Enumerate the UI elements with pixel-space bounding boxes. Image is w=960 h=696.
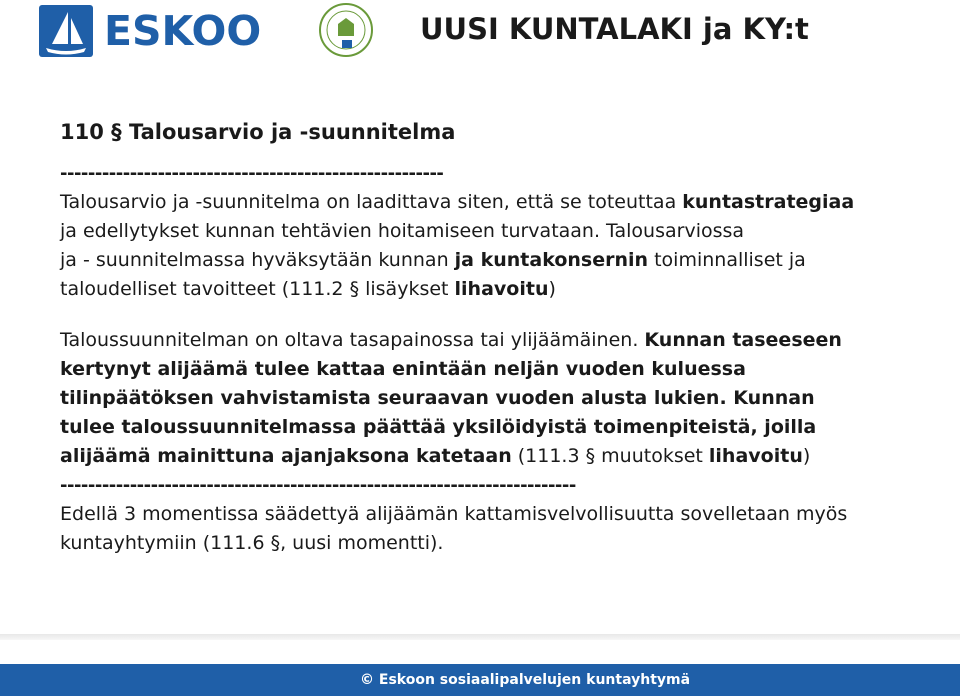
bold-text: lihavoitu	[454, 278, 549, 300]
bold-text: lihavoitu	[708, 445, 803, 467]
section-heading	[60, 118, 940, 147]
bold-text: alijäämä mainittuna ajanjaksona katetaan	[60, 445, 512, 467]
text-run: toiminnalliset ja	[648, 249, 806, 271]
paragraph-1	[60, 188, 940, 304]
text-run: )	[548, 278, 556, 300]
bold-text: Kunnan taseeseen	[644, 329, 842, 351]
text-run: muutokset	[595, 445, 709, 467]
section-title: Talousarvio ja -suunnitelma	[128, 120, 456, 144]
section-sign: §	[585, 445, 596, 467]
text-line: Edellä 3 momentissa säädettyä alijäämän kattamisvelvollisuutta sovelletaan myös	[60, 503, 848, 525]
paragraph-2	[60, 326, 940, 471]
eskoo-logo	[38, 4, 261, 58]
text-run: lisäykset	[359, 278, 455, 300]
text-line: ja edellytykset kunnan tehtävien hoitamiseen turvataan. Talousarviossa	[60, 220, 745, 242]
section-sign: §	[349, 278, 360, 300]
text-run: )	[802, 445, 811, 467]
text-run: kuntayhtymiin (111.6	[60, 532, 271, 554]
footer-copyright: © Eskoon sosiaalipalvelujen kuntayhtymä	[360, 672, 691, 688]
text-run: ja - suunnitelmassa hyväksytään kunnan	[60, 249, 455, 271]
slide-title: UUSI KUNTALAKI ja KY:t	[420, 12, 809, 46]
slide-content	[60, 118, 940, 558]
bold-text: tilinpäätöksen vahvistamista seuraavan vuoden alusta lukien.	[60, 387, 727, 409]
bold-line: tulee taloussuunnitelmassa päättää yksilöidyistä toimenpiteistä, joilla	[60, 416, 817, 438]
section-number: 110	[60, 120, 104, 144]
bold-text: kuntastrategiaa	[682, 191, 855, 213]
section-sign: §	[111, 120, 122, 144]
text-run: (111.3	[511, 445, 586, 467]
text-run: taloudelliset tavoitteet (111.2	[60, 278, 350, 300]
text-run: Talousarvio ja -suunnitelma on laadittava siten, että se toteuttaa	[60, 191, 683, 213]
separator-line: --------------------------------------------------------------------------	[60, 475, 576, 496]
paragraph-3	[60, 500, 940, 558]
separator-line: -------------------------------------------------------	[60, 163, 444, 184]
sail-logo-icon	[38, 4, 94, 58]
certification-seal-icon	[318, 2, 374, 58]
section-sign: §	[270, 532, 281, 554]
footer-divider	[0, 634, 960, 640]
bold-text: ja kuntakonsernin	[454, 249, 649, 271]
footer-bar	[0, 664, 960, 696]
bold-line: kertynyt alijäämä tulee kattaa enintään neljän vuoden kuluessa	[60, 358, 746, 380]
logo-text: ESKOO	[104, 7, 262, 55]
text-run: , uusi momentti).	[280, 532, 444, 554]
bold-text: Kunnan	[726, 387, 815, 409]
text-run: Taloussuunnitelman on oltava tasapainossa tai ylijäämäinen.	[60, 329, 645, 351]
